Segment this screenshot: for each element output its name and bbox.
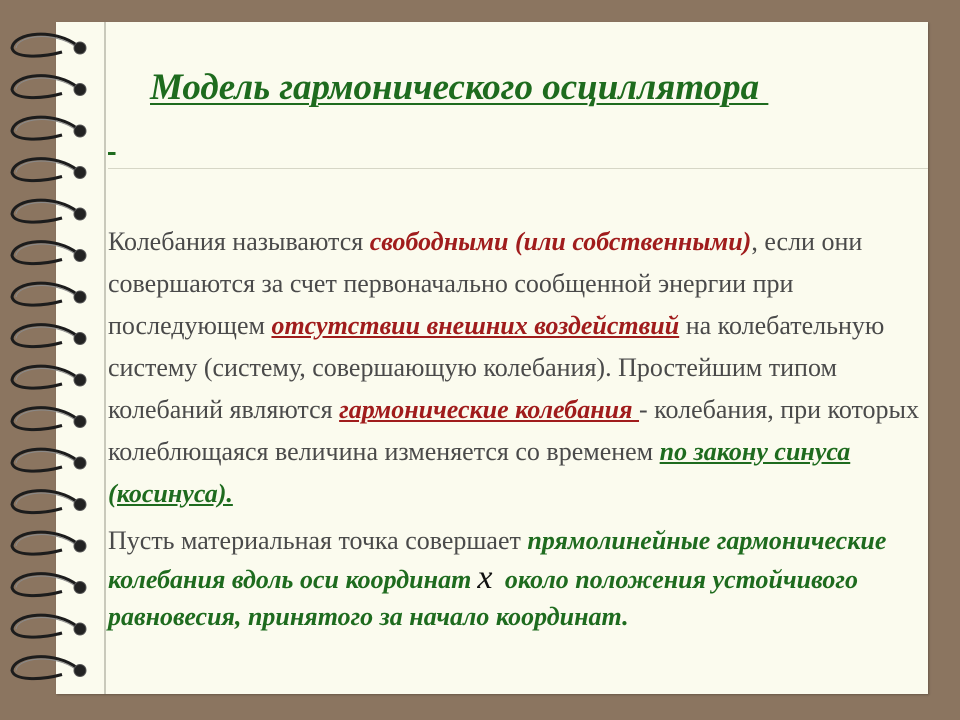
spiral-binding [0, 0, 100, 720]
spiral-ring [12, 34, 86, 56]
spiral-ring [12, 491, 86, 513]
text-span: , если они совершаются за счет первоначально сообщенной энергии при последующем [108, 227, 863, 340]
title-dash [108, 124, 116, 158]
spiral-ring [12, 408, 86, 430]
text-span: Пусть материальная точка совершает [108, 526, 528, 555]
term-equilibrium: около положения устойчивого равновесия, принятого за начало координат. [108, 565, 858, 631]
term-free-oscillations: свободными (или собственными) [369, 227, 752, 256]
point-paragraph [108, 522, 928, 635]
variable-x: x [477, 559, 493, 596]
spiral-ring [12, 325, 86, 347]
slide-title: Модель гармонического осциллятора [150, 67, 769, 108]
spiral-ring [12, 366, 86, 388]
term-no-external: отсутствии внешних воздействий [271, 311, 680, 340]
spiral-ring [12, 200, 86, 222]
text-span: на колебательную систему (систему, совершающую колебания). Простейшим типом колебаний являются [108, 311, 885, 424]
spiral-ring [12, 159, 86, 181]
margin-line [104, 22, 106, 694]
definition-paragraph [108, 221, 928, 515]
term-linear-harmonic: прямолинейные гармонические колебания вдоль оси координат [108, 526, 887, 594]
spiral-ring [12, 574, 86, 596]
spiral-ring [12, 242, 86, 264]
term-sine-law: по закону синуса (косинуса). [108, 437, 851, 508]
spiral-ring [12, 76, 86, 98]
text-span: Колебания называются [108, 227, 370, 256]
title-rule [108, 168, 928, 169]
spiral-ring [12, 657, 86, 679]
spiral-ring [12, 532, 86, 554]
spiral-ring [12, 283, 86, 305]
spiral-ring [12, 449, 86, 471]
spiral-ring [12, 117, 86, 139]
text-span: - колебания, при которых колеблющаяся величина изменяется со временем [108, 395, 919, 466]
term-harmonic: гармонические колебания [339, 395, 640, 424]
spiral-ring [12, 615, 86, 637]
